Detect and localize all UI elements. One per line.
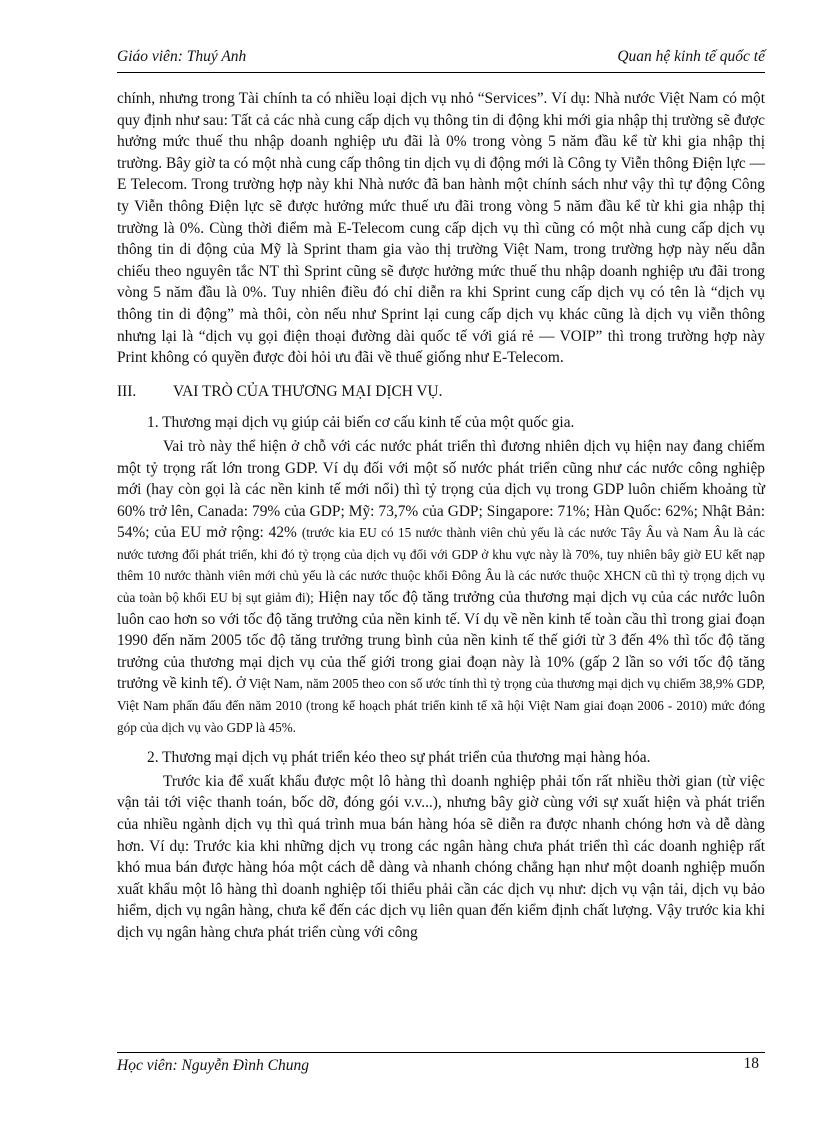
paragraph-3: Trước kia để xuất khẩu được một lô hàng thì doanh nghiệp phải tốn rất nhiều thời gian (từ việc vận tải tới việc thanh toán, bốc dỡ, đóng gói v.v...), nhưng bây giờ cùng với sự xuất hiện và phát triển của nhiều ngành dịch vụ thì quá trình mua bán hàng hóa sẽ diễn ra được nhanh chóng hơn và dễ dàng hơn. Ví dụ: Trước kia khi những dịch vụ trong các ngân hàng chưa phát triển thì các doanh nghiệp rất khó mua bán được hàng hóa một cách dễ dàng và nhanh chóng chẳng hạn như một doanh nghiệp muốn xuất khẩu một lô hàng thì doanh nghiệp tối thiểu phải cần các dịch vụ như: dịch vụ vận tải, dịch vụ bảo hiểm, dịch vụ ngân hàng, chưa kể đến các dịch vụ liên quan đến kiểm định chất lượng. Vậy trước kia khi dịch vụ ngân hàng chưa phát triển cùng với công	[117, 772, 765, 941]
footer-student: Học viên: Nguyễn Đình Chung	[117, 1057, 309, 1074]
paragraph-2	[117, 436, 765, 738]
paragraph-2-end: Ở Việt Nam, năm 2005 theo con số ước tính thì tỷ trọng của thương mại dịch vụ chiếm 38,9% GDP, Việt Nam phấn đấu đến năm 2010 (trong kế hoạch phát triển kinh tế xã hội Việt Nam giai đoạn 2006 - 2010) mức đóng góp của dịch vụ vào GDP là 45%.	[117, 676, 765, 735]
subheading-2: 2. Thương mại dịch vụ phát triển kéo theo sự phát triển của thương mại hàng hóa.	[147, 749, 651, 767]
header-subject: Quan hệ kinh tế quốc tế	[617, 48, 765, 65]
subheading-1: 1. Thương mại dịch vụ giúp cải biến cơ cấu kinh tế của một quốc gia.	[147, 414, 575, 432]
section-number: III.	[117, 382, 137, 400]
paragraph-2-rest: Hiện nay tốc độ tăng trưởng của thương mại dịch vụ của các nước luôn luôn cao hơn so với tốc độ tăng trưởng của nền kinh tế. Ví dụ về nền kinh tế toàn cầu thì trong giai đoạn 1990 đến năm 2005 tốc độ tăng trưởng trung bình của nền kinh tế thế giới từ 3 đến 4% thì tốc độ tăng trưởng của thương mại dịch vụ của thế giới trong giai đoạn này là 10% (gấp 2 lần so với tốc độ tăng trưởng về kinh tế).	[117, 589, 765, 693]
header-teacher: Giáo viên: Thuý Anh	[117, 48, 247, 65]
page-header	[117, 44, 765, 73]
section-heading	[117, 381, 765, 403]
page-body	[117, 88, 765, 944]
page-footer	[117, 1052, 765, 1075]
section-title: VAI TRÒ CỦA THƯƠNG MẠI DỊCH VỤ.	[173, 382, 443, 400]
paragraph-1: chính, nhưng trong Tài chính ta có nhiều loại dịch vụ nhỏ “Services”. Ví dụ: Nhà nước Việt Nam có một quy định như sau: Tất cả các nhà cung cấp dịch vụ thông tin di động khi mới gia nhập thị trường sẽ được hưởng mức thuế thu nhập doanh nghiệp ưu đãi là 0% trong vòng 5 năm đầu kể từ khi gia nhập thị trường. Bây giờ ta có một nhà cung cấp thông tin dịch vụ di động mới là Công ty Viễn thông Điện lực — E Telecom. Trong trường hợp này khi Nhà nước đã ban hành một chính sách như vậy thì tự động Công ty Viễn thông Điện lực sẽ được hưởng mức thuế ưu đãi trong vòng 5 năm đầu kể từ khi gia nhập thị trường là 0%. Cùng thời điểm mà E-Telecom cung cấp dịch vụ thì cũng có một nhà cung cấp dịch vụ thông tin di động của Mỹ là Sprint tham gia vào thị trường Việt Nam, trong trường hợp này nếu dẫn chiếu theo nguyên tắc NT thì Sprint cũng sẽ được hưởng mức thuế thu nhập doanh nghiệp ưu đãi trong vòng 5 năm đầu là 0%. Tuy nhiên điều đó chỉ diễn ra khi Sprint cung cấp dịch vụ có tên là “dịch vụ thông tin di động” mà thôi, còn nếu như Sprint lại cung cấp dịch vụ khác cũng là dịch vụ viễn thông nhưng lại là “dịch vụ gọi điện thoại đường dài quốc tế với giá rẻ — VOIP” thì trong trường hợp này Print không có quyền được đòi hỏi ưu đãi về thuế giống như E-Telecom.	[117, 90, 765, 367]
paragraph-2-note: (trước kia EU có 15 nước thành viên chủ yếu là các nước Tây Âu và Nam Âu là các nước tương đối phát triển, khi đó tỷ trọng của dịch vụ đối với GDP ở khu vực này là 70%, tuy nhiên bây giờ EU kết nạp thêm 10 nước thành viên mới chủ yếu là các nước thuộc khối Đông Âu là các nước thuộc XHCN cũ thì tỷ trọng dịch vụ của toàn bộ khối EU bị sụt giảm đi);	[117, 525, 765, 606]
paragraph-2-main: Vai trò này thể hiện ở chỗ với các nước phát triển thì đương nhiên dịch vụ hiện nay đang chiếm một tỷ trọng rất lớn trong GDP. Ví dụ đối với một số nước phát triển cũng như các nước công nghiệp mới (hay còn gọi là các nền kinh tế mới nổi) thì tỷ trọng của dịch vụ trong GDP luôn chiếm khoảng từ 60% trở lên, Canada: 79% của GDP; Mỹ: 73,7% của GDP; Singapore: 71%; Hàn Quốc: 62%; Nhật Bản: 54%; của EU mở rộng: 42%	[117, 437, 765, 542]
page-number: 18	[743, 1055, 759, 1072]
